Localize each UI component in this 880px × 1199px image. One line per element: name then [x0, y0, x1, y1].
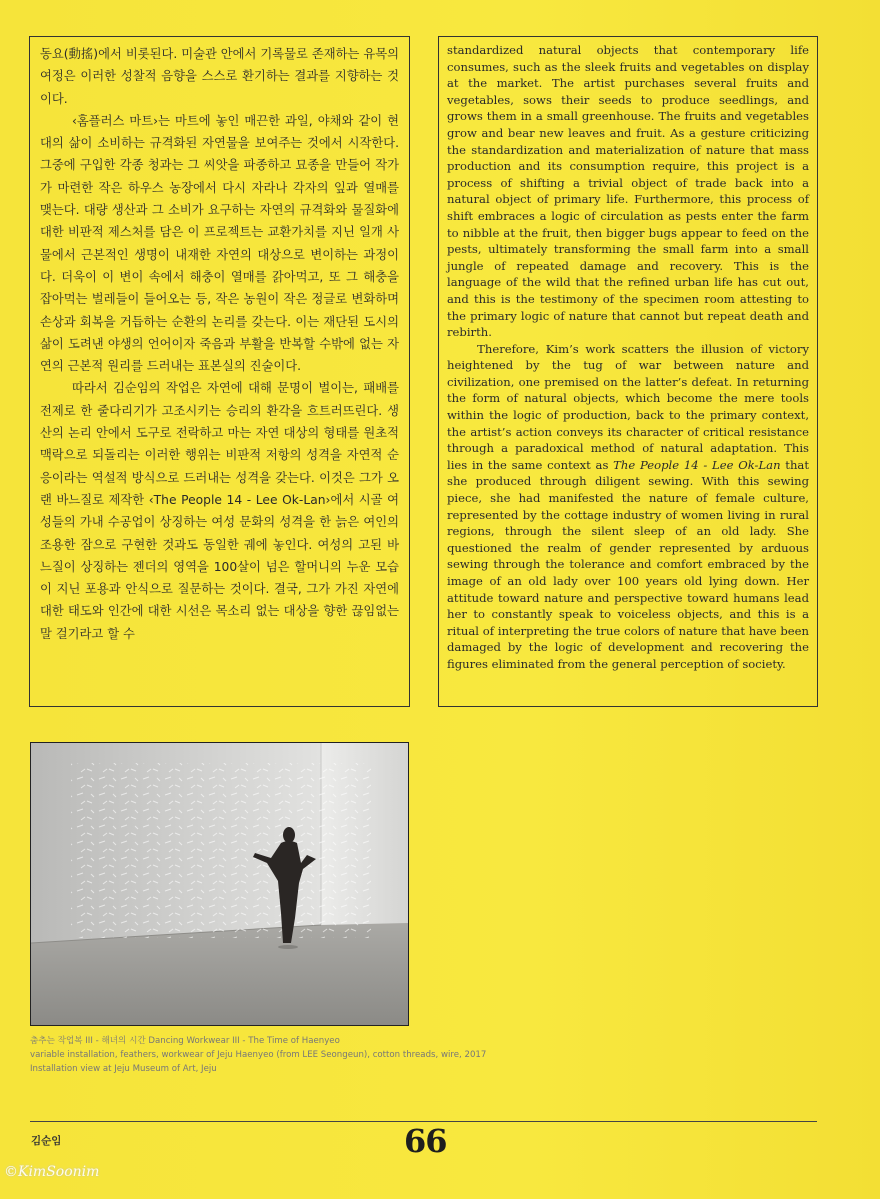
- korean-paragraph-1: 동요(動搖)에서 비롯된다. 미술관 안에서 기록물로 존재하는 유목의 여정은 이러한 성찰적 음향을 스스로 환기하는 결과를 지향하는 것이다.: [40, 47, 399, 106]
- artist-name: 김순임: [31, 1135, 62, 1147]
- english-paragraph-2-part-b: that she produced through diligent sewing. With this sewing piece, she had manifested the nature of female culture, represented by the cottage industry of women living in rural regions, through the silent sleep of an old lady. She questioned the realm of gender represented by arduous sewing through the tolerance and comfort embraced by the image of an old lady over 100 years old lying down. Her attitude toward nature and perspective toward humans lead her to constantly speak to voiceless objects, and this is a ritual of interpreting the true colors of nature that have been damaged by the logic of development and recovering the figures eliminated from the general perception of society.: [447, 457, 809, 671]
- korean-paragraph-3: 따라서 김순임의 작업은 자연에 대해 문명이 벌이는, 패배를 전제로 한 줄다리기가 고조시키는 승리의 환각을 흐트러뜨린다. 생산의 논리 안에서 도구로 전락하고 마는 자연 대상의 형태를 원초적 맥락으로 되돌리는 이러한 행위는 비판적 저항의 성격을 자연적 순응이라는 역설적 방식으로 드러내는 성격을 갖는다. 이것은 그가 오랜 바느질로 제작한 ‹The People 14 - Lee Ok-Lan›에서 시골 여성들의 가내 수공업이 상징하는 여성 문화의 성격을 한 늙은 여인의 조용한 잠으로 구현한 것과도 동일한 궤에 놓인다. 여성의 고된 바느질이 상징하는 젠더의 영역을 100살이 넘은 할머니의 누운 모습이 지닌 포용과 안식으로 질문하는 것이다. 결국, 그가 가진 자연에 대한 태도와 인간에 대한 시선은 목소리 없는 대상을 향한 끊임없는 말 걸기라고 할 수: [40, 381, 399, 641]
- english-paragraph-2: [447, 341, 809, 673]
- english-paragraph-1: standardized natural objects that contemporary life consumes, such as the sleek fruits and vegetables on display at the market. The artist purchases several fruits and vegetables, sows their seeds to produce seedlings, and grows them in a small greenhouse. The fruits and vegetables grow and bear new leaves and fruit. As a gesture criticizing the standardization and materialization of nature that mass production and its consumption require, this project is a process of shifting a trivial object of trade back into a natural object of primary life. Furthermore, this process of shift embraces a logic of circulation as pests enter the farm to nibble at the fruit, then bigger bugs appear to feed on the pests, ultimately transforming the small farm into a small jungle of repeated damage and recovery. This is the language of the wild that the refined urban life has cut out, and this is the testimony of the specimen room attesting to the primary logic of nature that cannot but repeat death and rebirth.: [447, 43, 809, 340]
- installation-photo: [30, 742, 409, 1026]
- photo-caption: [30, 1034, 590, 1076]
- caption-title: 춤추는 작업복 III - 해녀의 시간 Dancing Workwear III - The Time of Haenyeo: [30, 1036, 340, 1046]
- korean-text-column: [29, 36, 410, 707]
- english-text-column: [438, 36, 818, 707]
- artwork-title: The People 14 - Lee Ok-Lan: [613, 457, 781, 472]
- installation-photo-graphic: [31, 743, 409, 1026]
- copyright-watermark: ©KimSoonim: [4, 1164, 100, 1180]
- korean-paragraph-2: ‹홈플러스 마트›는 마트에 놓인 매끈한 과일, 야채와 같이 현대의 삶이 소비하는 규격화된 자연물을 보여주는 것에서 시작한다. 그중에 구입한 각종 청과는 그 씨앗을 파종하고 묘종을 만들어 작가가 마련한 작은 하우스 농장에서 다시 자라나 각자의 잎과 열매를 맺는다. 대량 생산과 그 소비가 요구하는 자연의 규격화와 물질화에 대한 비판적 제스처를 담은 이 프로젝트는 교환가치를 지닌 일개 사물에서 근본적인 생명이 내재한 자연의 대상으로 변이하는 과정이다. 더욱이 이 변이 속에서 해충이 열매를 갉아먹고, 또 그 해충을 잡아먹는 벌레들이 들어오는 등, 작은 농원이 작은 정글로 변화하며 손상과 회복을 거듭하는 순환의 논리를 갖는다. 이는 재단된 도시의 삶이 도려낸 야생의 언어이자 죽음과 부활을 반복할 수밖에 없는 자연의 근본적 원리를 드러내는 표본실의 진술이다.: [40, 113, 399, 374]
- english-paragraph-2-part-a: Therefore, Kim’s work scatters the illusion of victory heightened by the tug of war between nature and civilization, one premised on the latter’s defeat. In returning the form of natural objects, which become the mere tools within the logic of production, back to the primary context, the artist’s action conveys its character of critical resistance through a paradoxical method of natural adaptation. This lies in the same context as: [447, 341, 809, 472]
- page-number: 66: [404, 1122, 447, 1160]
- caption-location: Installation view at Jeju Museum of Art, Jeju: [30, 1064, 217, 1074]
- caption-materials: variable installation, feathers, workwear of Jeju Haenyeo (from LEE Seongeun), cotton threads, wire, 2017: [30, 1050, 487, 1060]
